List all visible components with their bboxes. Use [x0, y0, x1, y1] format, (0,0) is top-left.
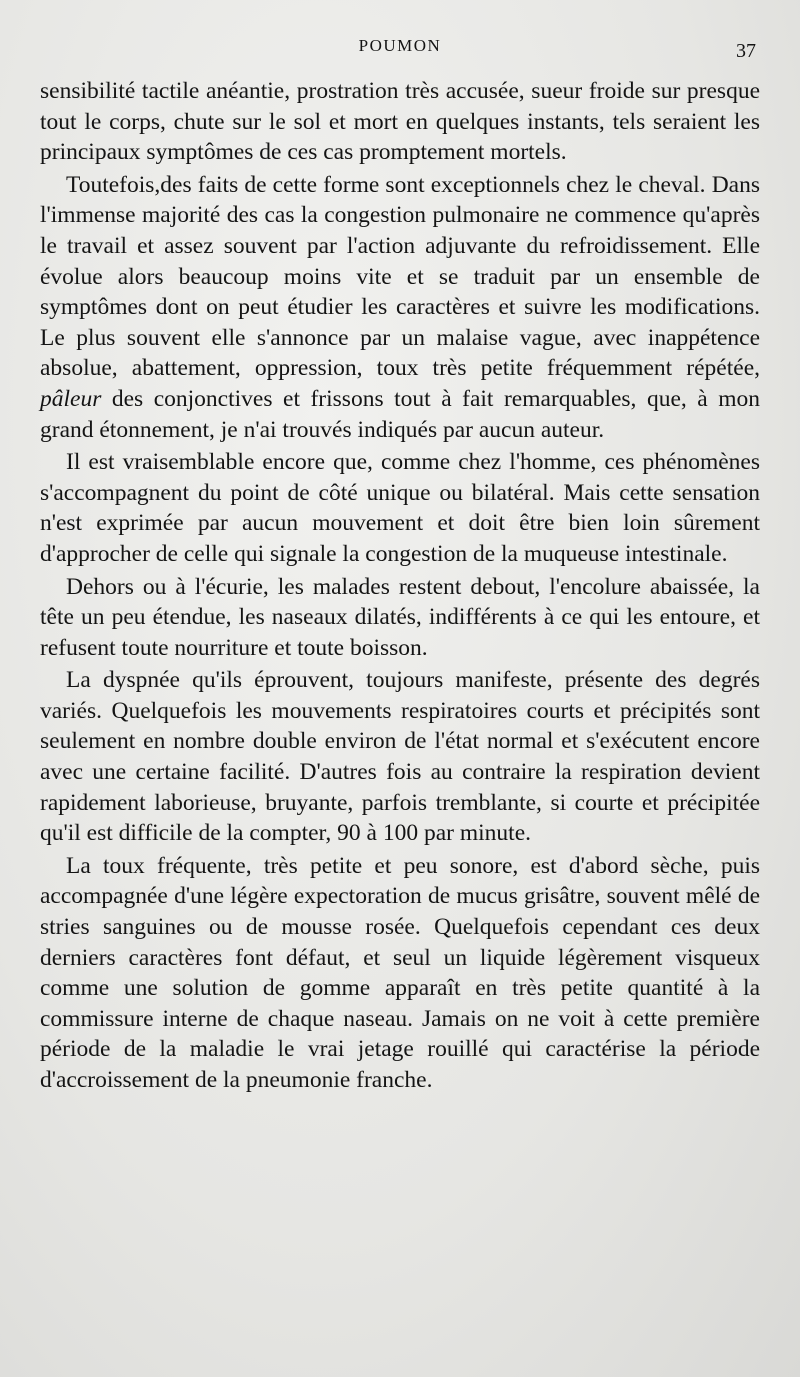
page-number: 37 [736, 40, 756, 62]
paragraph: La dyspnée qu'ils éprouvent, toujours manifeste, présente des degrés variés. Quelquefois les mouvements respiratoires courts et précipités sont seulement en nombre double environ de l'état normal et s'exécutent encore avec une certaine facilité. D'autres fois au contraire la respiration devient rapidement laborieuse, bruyante, parfois tremblante, si courte et précipitée qu'il est difficile de la compter, 90 à 100 par minute. [40, 667, 760, 847]
body-text [40, 76, 760, 1096]
italic-term: pâleur [40, 385, 102, 412]
running-title: POUMON [358, 36, 442, 55]
paragraph: Dehors ou à l'écurie, les malades restent debout, l'encolure abaissée, la tête un peu étendue, les naseaux dilatés, indifférents à ce qui les entoure, et refusent toute nourriture et toute boisson. [40, 573, 760, 661]
running-header [40, 28, 760, 76]
paragraph-continuation: sensibilité tactile anéantie, prostration très accusée, sueur froide sur presque tout le corps, chute sur le sol et mort en quelques instants, tels seraient les principaux symptômes de ces cas promptement mortels. [40, 78, 760, 166]
paragraph: Il est vraisemblable encore que, comme chez l'homme, ces phénomènes s'accompagnent du point de côté unique ou bilatéral. Mais cette sensation n'est exprimée par aucun mouvement et doit être bien loin sûrement d'approcher de celle qui signale la congestion de la muqueuse intestinale. [40, 449, 760, 567]
paragraph: La toux fréquente, très petite et peu sonore, est d'abord sèche, puis accompagnée d'une légère expectoration de mucus grisâtre, souvent mêlé de stries sanguines ou de mousse rosée. Quelquefois cependant ces deux derniers caractères font défaut, et seul un liquide légèrement visqueux comme une solution de gomme apparaît en très petite quantité à la commissure interne de chaque naseau. Jamais on ne voit à cette première période de la maladie le vrai jetage rouillé qui caractérise la période d'accroissement de la pneumonie franche. [40, 852, 760, 1093]
paragraph-text-after: des conjonctives et frissons tout à fait remarquables, que, à mon grand étonnement, je n'ai trouvés indiqués par aucun auteur. [40, 385, 760, 443]
paragraph [40, 170, 760, 445]
paragraph-text: Toutefois,des faits de cette forme sont exceptionnels chez le cheval. Dans l'immense majorité des cas la congestion pulmonaire ne commence qu'après le travail et assez souvent par l'action adjuvante du refroidissement. Elle évolue alors beaucoup moins vite et se traduit par un ensemble de symptômes dont on peut étudier les caractères et suivre les modifications. Le plus souvent elle s'annonce par un malaise vague, avec inappétence absolue, abattement, oppression, toux très petite fréquemment répétée, [40, 171, 760, 382]
